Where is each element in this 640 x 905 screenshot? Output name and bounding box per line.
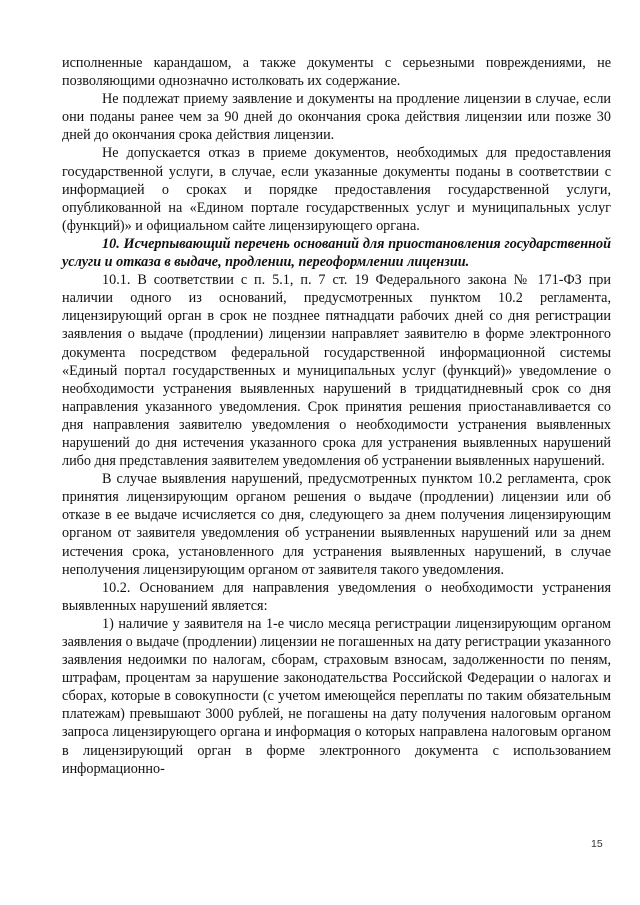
paragraph-10-2: 10.2. Основанием для направления уведомления о необходимости устранения выявленных нарушений является: (62, 579, 611, 614)
paragraph-damaged-documents: исполненные карандашом, а также документы с серьезными повреждениями, не позволяющими однозначно истолковать их содержание. (62, 55, 611, 90)
paragraph-10-1: 10.1. В соответствии с п. 5.1, п. 7 ст. 19 Федерального закона № 171-ФЗ при наличии одного из оснований, предусмотренных пунктом 10.2 регламента, лицензирующий орган в срок не позднее пятнадцати рабочих дней со дня регистрации заявления о выдаче (продлении) лицензии направляет заявителю в форме электронного документа посредством федеральной государственной информационной системы «Единый портал государственных и муниципальных услуг (функций)» уведомление о необходимости устранения выявленных нарушений в тридцатидневный срок со дня направления указанного уведомления. Срок принятия решения приостанавливается со дня направления заявителю уведомления о необходимости устранения выявленных нарушений до дня истечения указанного срока для устранения выявленных нарушений либо дня представления заявителем уведомления об устранении выявленных нарушений. (62, 272, 611, 470)
section-10-heading: 10. Исчерпывающий перечень оснований для приостановления государственной услуги и отказа в выдаче, продлении, переоформлении лицензии. (62, 235, 611, 271)
paragraph-violations-deadline: В случае выявления нарушений, предусмотренных пунктом 10.2 регламента, срок принятия лицензирующим органом решения о выдаче (продлении) лицензии или об отказе в ее выдаче исчисляется со дня, следующего за днем получения лицензирующим органом от заявителя уведомления об устранении выявленных нарушений или за днем истечения срока, установленного для устранения выявленных нарушений, в случае неполучения лицензирующим органом от заявителя такого уведомления. (62, 471, 611, 578)
document-page (62, 54, 611, 778)
paragraph-extension-deadlines: Не подлежат приему заявление и документы на продление лицензии в случае, если они поданы ранее чем за 90 дней до окончания срока действия лицензии или позже 30 дней до окончания срока действия лицензии. (62, 91, 611, 144)
paragraph-item-1: 1) наличие у заявителя на 1-е число месяца регистрации лицензирующим органом заявления о выдаче (продлении) лицензии не погашенных на дату регистрации указанного заявления недоимки по налогам, сборам, страховым взносам, задолженности по пеням, штрафам, процентам за нарушение законодательства Российской Федерации о налогах и сборах, которые в совокупности (с учетом имеющейся переплаты по таким обязательным платежам) превышают 3000 рублей, не погашены на дату получения налоговым органом запроса лицензирующего органа и информация о которых направлена налоговым органом в лицензирующий орган в форме электронного документа с использованием информационно- (62, 615, 611, 777)
page-number: 15 (591, 838, 603, 850)
paragraph-refusal-not-allowed: Не допускается отказ в приеме документов, необходимых для предоставления государственной услуги, в случае, если указанные документы поданы в соответствии с информацией о сроках и порядке предоставления государственной услуги, опубликованной на «Едином портале государственных услуг и муниципальных услуг (функций)» и официальном сайте лицензирующего органа. (62, 145, 611, 234)
